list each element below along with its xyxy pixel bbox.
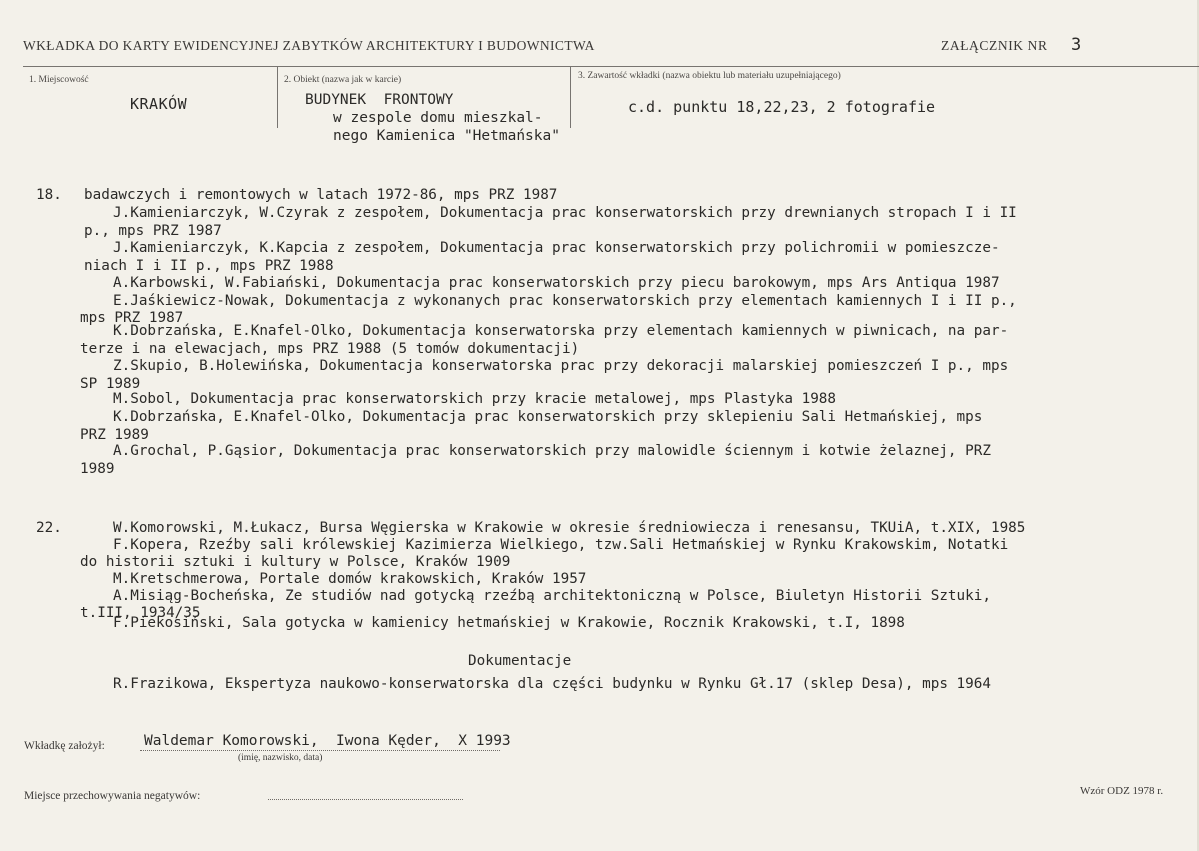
section-18-line: mps PRZ 1987 (80, 310, 184, 326)
founded-by-value: Waldemar Komorowski, Iwona Kęder, X 1993 (144, 733, 511, 749)
annex-label: ZAŁĄCZNIK NR (941, 38, 1048, 53)
object-label: 2. Obiekt (nazwa jak w karcie) (284, 75, 402, 85)
section-22-line: F.Kopera, Rzeźby sali królewskiej Kazimierza Wielkiego, tzw.Sali Hetmańskiej w Rynku Krakowskim, Notatki (113, 537, 1009, 553)
founded-by-caption: (imię, nazwisko, data) (238, 753, 323, 763)
form-identifier: Wzór ODZ 1978 r. (1080, 785, 1164, 797)
contents-value: c.d. punktu 18,22,23, 2 fotografie (628, 98, 936, 116)
object-line-2: w zespole domu mieszkal- (333, 110, 543, 126)
section-18-line: J.Kamieniarczyk, W.Czyrak z zespołem, Dokumentacja prac konserwatorskich przy drewnianych stropach I i II (113, 205, 1017, 221)
negatives-location-blank (268, 799, 463, 800)
section-18-line: terze i na elewacjach, mps PRZ 1988 (5 tomów dokumentacji) (80, 341, 580, 357)
section-22-line: W.Komorowski, M.Łukacz, Bursa Węgierska w Krakowie w okresie średniowiecza i renesansu, TKUiA, t.XIX, 1985 (113, 520, 1026, 536)
section-18-line: A.Karbowski, W.Fabiański, Dokumentacja prac konserwatorskich przy piecu barokowym, mps Ars Antiqua 1987 (113, 275, 1000, 291)
negatives-location-label: Miejsce przechowywania negatywów: (24, 790, 201, 802)
section-18-line: Z.Skupio, B.Holewińska, Dokumentacja konserwatorska prac przy dekoracji malarskiej pomieszczeń I p., mps (113, 358, 1009, 374)
locality-value: KRAKÓW (130, 95, 188, 113)
section-22-line: do historii sztuki i kultury w Polsce, Kraków 1909 (80, 554, 511, 570)
field-divider-1 (277, 66, 278, 128)
section-22-number: 22. (36, 520, 62, 536)
object-line-1: BUDYNEK FRONTOWY (305, 92, 454, 108)
object-line-3: nego Kamienica "Hetmańska" (333, 128, 560, 144)
section-18-line: niach I i II p., mps PRZ 1988 (84, 258, 334, 274)
header-rule (23, 66, 1199, 67)
section-22-line: A.Misiąg-Bocheńska, Ze studiów nad gotycką rzeźbą architektoniczną w Polsce, Biuletyn Historii Sztuki, (113, 588, 991, 604)
founded-by-underline (140, 750, 500, 751)
founded-by-label: Wkładkę założył: (24, 740, 105, 752)
contents-label: 3. Zawartość wkładki (nazwa obiektu lub materiału uzupełniającego) (578, 71, 841, 81)
section-18-line: badawczych i remontowych w latach 1972-86, mps PRZ 1987 (84, 187, 558, 203)
section-18-number: 18. (36, 187, 62, 203)
section-22-line: M.Kretschmerowa, Portale domów krakowskich, Kraków 1957 (113, 571, 587, 587)
form-title: WKŁADKA DO KARTY EWIDENCYJNEJ ZABYTKÓW ARCHITEKTURY I BUDOWNICTWA (23, 38, 595, 53)
annex-number: 3 (1071, 35, 1082, 55)
section-18-line: A.Grochal, P.Gąsior, Dokumentacja prac konserwatorskich przy malowidle ściennym i kotwie żelaznej, PRZ (113, 443, 991, 459)
documentation-line: R.Frazikowa, Ekspertyza naukowo-konserwatorska dla części budynku w Rynku Gł.17 (sklep Desa), mps 1964 (113, 676, 991, 692)
section-22-line: F.Piekosiński, Sala gotycka w kamienicy hetmańskiej w Krakowie, Rocznik Krakowski, t.I, 1898 (113, 615, 905, 631)
section-18-line: K.Dobrzańska, E.Knafel-Olko, Dokumentacja konserwatorska przy elementach kamiennych w piwnicach, na par- (113, 323, 1009, 339)
locality-label: 1. Miejscowość (29, 75, 89, 85)
field-divider-2 (570, 66, 571, 128)
section-18-line: K.Dobrzańska, E.Knafel-Olko, Dokumentacja prac konserwatorskich przy sklepieniu Sali Hetmańskiej, mps (113, 409, 983, 425)
section-18-line: PRZ 1989 (80, 427, 149, 443)
section-18-line: SP 1989 (80, 376, 141, 392)
section-22-line: t.III, 1934/35 (80, 605, 201, 621)
section-18-line: 1989 (80, 461, 115, 477)
section-18-line: M.Sobol, Dokumentacja prac konserwatorskich przy kracie metalowej, mps Plastyka 1988 (113, 391, 837, 407)
section-18-line: p., mps PRZ 1987 (84, 223, 222, 239)
section-18-line: J.Kamieniarczyk, K.Kapcia z zespołem, Dokumentacja prac konserwatorskich przy polichromii w pomieszcze- (113, 240, 1000, 256)
section-18-line: E.Jaśkiewicz-Nowak, Dokumentacja z wykonanych prac konserwatorskich przy elementach kamiennych I i II p., (113, 293, 1017, 309)
documentation-subheading: Dokumentacje (468, 653, 572, 669)
